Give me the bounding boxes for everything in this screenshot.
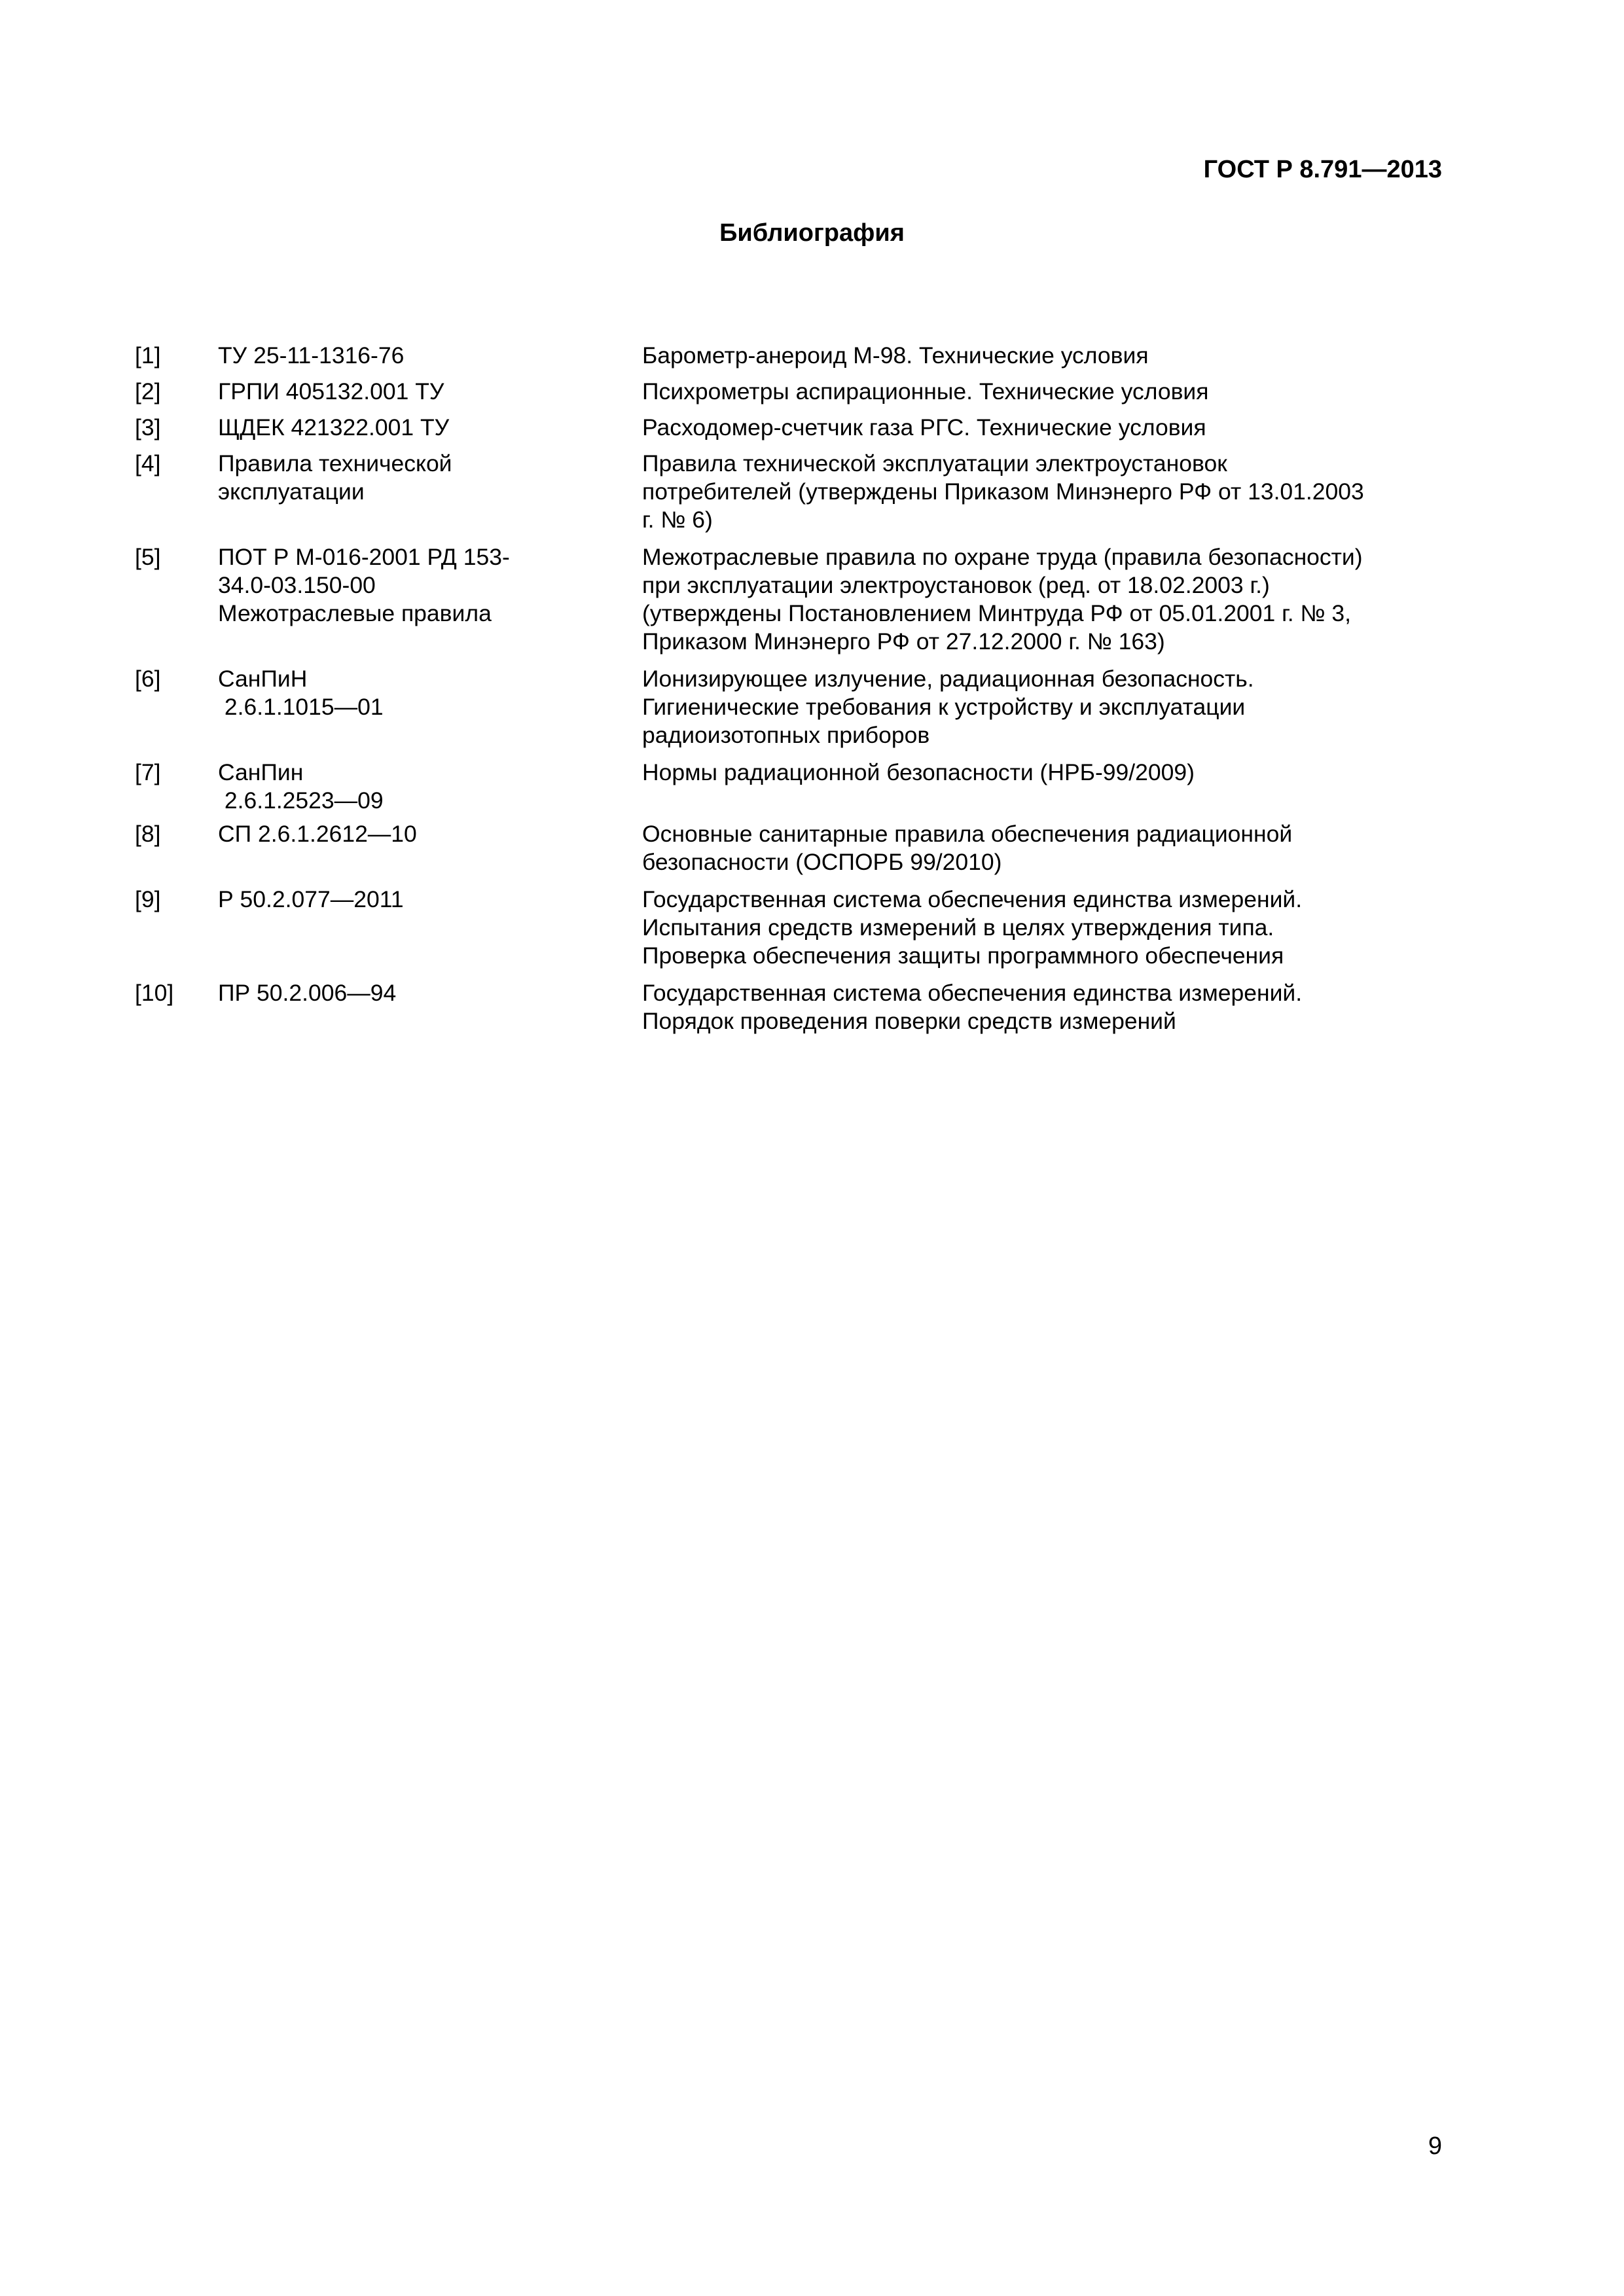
entry-title-line: Нормы радиационной безопасности (НРБ-99/2009) (642, 759, 1195, 785)
entry-title (642, 378, 1441, 406)
entry-title-line: радиоизотопных приборов (642, 722, 930, 748)
entry-title (642, 759, 1441, 815)
entry-title-line: Межотраслевые правила по охране труда (правила безопасности) (642, 544, 1363, 570)
entry-number: [10] (135, 980, 174, 1006)
entry-number: [4] (135, 450, 161, 476)
entry-title-line: Порядок проведения поверки средств измерений (642, 1008, 1176, 1034)
entry-code-line: СП 2.6.1.2612—10 (218, 821, 417, 847)
entry-code-line: Правила технической (218, 450, 452, 476)
entry-title-line: Гигиенические требования к устройству и эксплуатации (642, 694, 1246, 720)
entry-title-line: Государственная система обеспечения единства измерений. (642, 886, 1303, 912)
page-number: 9 (1428, 2132, 1442, 2160)
entry-document-code (218, 979, 585, 1007)
entry-title-line: Приказом Минэнерго РФ от 27.12.2000 г. № 163) (642, 628, 1165, 655)
entry-title-line: Основные санитарные правила обеспечения радиационной (642, 821, 1293, 847)
entry-document-code (218, 759, 585, 815)
entry-title (642, 342, 1441, 370)
entry-title-line: (утверждены Постановлением Минтруда РФ от 05.01.2001 г. № 3, (642, 600, 1352, 626)
entry-title-line: Расходомер-счетчик газа РГС. Технические условия (642, 414, 1206, 440)
entry-title-line: Барометр-анероид М-98. Технические условия (642, 342, 1149, 368)
entry-document-code (218, 886, 585, 914)
entry-code-line: ЩДЕК 421322.001 ТУ (218, 414, 450, 440)
entry-number: [1] (135, 342, 161, 368)
entry-document-code (218, 342, 585, 370)
entry-code-line: ПОТ Р М-016-2001 РД 153- (218, 544, 510, 570)
entry-code-line: ПР 50.2.006—94 (218, 980, 397, 1006)
entry-title-line: Государственная система обеспечения единства измерений. (642, 980, 1303, 1006)
entry-title-line: при эксплуатации электроустановок (ред. от 18.02.2003 г.) (642, 572, 1270, 598)
entry-code-line: 34.0-03.150-00 (218, 572, 376, 598)
entry-title (642, 665, 1441, 749)
document-code: ГОСТ Р 8.791—2013 (1203, 156, 1442, 183)
entry-code-line: Межотраслевые правила (218, 600, 492, 626)
entry-document-code (218, 665, 585, 721)
entry-number: [5] (135, 544, 161, 570)
entry-code-line: ГРПИ 405132.001 ТУ (218, 378, 444, 404)
entry-document-code (218, 450, 585, 506)
entry-code-line: СанПин (218, 759, 304, 785)
bibliography-list (135, 342, 1444, 1035)
entry-number: [6] (135, 666, 161, 692)
bibliography-entry (135, 342, 1444, 370)
entry-title (642, 543, 1441, 656)
entry-document-code (218, 543, 585, 628)
bibliography-entry (135, 759, 1444, 815)
entry-code-line: ТУ 25-11-1316-76 (218, 342, 405, 368)
entry-code-line: эксплуатации (218, 478, 365, 505)
entry-code-line: Р 50.2.077—2011 (218, 886, 404, 912)
bibliography-entry (135, 979, 1444, 1035)
entry-title-line: Правила технической эксплуатации электроустановок (642, 450, 1227, 476)
entry-title-line: Испытания средств измерений в целях утверждения типа. (642, 914, 1274, 941)
page-title: Библиография (719, 219, 905, 247)
entry-title-line: Проверка обеспечения защиты программного обеспечения (642, 942, 1284, 969)
entry-code-line: 2.6.1.1015—01 (218, 694, 384, 720)
entry-title-line: Ионизирующее излучение, радиационная безопасность. (642, 666, 1254, 692)
bibliography-entry (135, 820, 1444, 876)
entry-number: [7] (135, 759, 161, 785)
entry-title (642, 414, 1441, 442)
entry-title (642, 820, 1441, 876)
bibliography-entry (135, 886, 1444, 970)
entry-number: [9] (135, 886, 161, 912)
entry-title (642, 886, 1441, 970)
entry-title (642, 450, 1441, 534)
entry-document-code (218, 378, 585, 406)
bibliography-entry (135, 543, 1444, 656)
bibliography-entry (135, 414, 1444, 442)
entry-number: [3] (135, 414, 161, 440)
bibliography-entry (135, 378, 1444, 406)
entry-number: [2] (135, 378, 161, 404)
entry-title-line: безопасности (ОСПОРБ 99/2010) (642, 849, 1002, 875)
entry-title-line: Психрометры аспирационные. Технические условия (642, 378, 1209, 404)
entry-title-line: г. № 6) (642, 507, 713, 533)
entry-code-line: 2.6.1.2523—09 (218, 787, 384, 814)
entry-number: [8] (135, 821, 161, 847)
entry-document-code (218, 414, 585, 442)
bibliography-entry (135, 665, 1444, 749)
entry-title (642, 979, 1441, 1035)
entry-code-line: СанПиН (218, 666, 308, 692)
bibliography-entry (135, 450, 1444, 534)
entry-title-line: потребителей (утверждены Приказом Минэнерго РФ от 13.01.2003 (642, 478, 1364, 505)
entry-document-code (218, 820, 585, 848)
